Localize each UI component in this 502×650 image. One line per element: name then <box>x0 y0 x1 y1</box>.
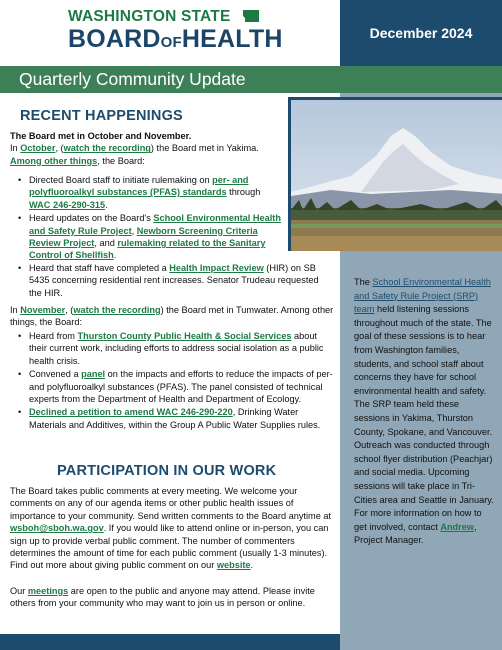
declined-petition-link[interactable]: Declined a petition to amend WAC 246-290-220 <box>29 407 233 418</box>
recent-happenings-heading: RECENT HAPPENINGS <box>20 108 183 124</box>
meetings-intro: The Board met in October and November. <box>10 131 192 141</box>
oct-rest: ) the Board met in Yakima. <box>150 143 259 154</box>
november-actions-list <box>17 330 335 432</box>
nov-in: In <box>10 305 21 315</box>
list-item <box>17 368 335 405</box>
participation-heading: PARTICIPATION IN OUR WORK <box>57 463 277 479</box>
newborn-screening-link[interactable]: Newborn Screening Criteria Review Project <box>29 225 258 249</box>
participation-paragraph-2 <box>10 585 336 610</box>
title-banner <box>0 66 502 93</box>
item-text: . <box>113 250 117 261</box>
logo-board: BOARD <box>68 25 161 53</box>
logo-health: HEALTH <box>181 25 283 53</box>
list-item <box>17 174 281 211</box>
sidebar-text-b: held listening sessions throughout much of the state. The goal of these sessions is to hear from Washington families, students, and school staff about concerns they have for school environmental health and safety. The SRP team held these sessions in Yakima, Thurston County, Spokane, and Vancouver. Outreach was conducted through school flyer distribution (Peachjar) and social media. Upcoming sessions will take place in Tri-Cities area and Seattle in January. For more information on how to get involved, contact <box>354 304 494 532</box>
item-text: about their current work, including efforts to address social isolation as a public health crisis. <box>29 331 324 366</box>
shellfish-rulemaking-link[interactable]: rulemaking related to the Sanitary Control of Shellfish <box>29 238 266 261</box>
logo[interactable] <box>68 8 283 56</box>
list-item <box>17 212 281 262</box>
srp-sidebar-text <box>354 276 494 548</box>
participation-paragraph-1 <box>10 485 336 572</box>
item-text: Heard updates on the Board's <box>29 213 154 224</box>
washington-state-icon <box>242 9 260 23</box>
item-text: , and <box>94 238 118 249</box>
item-text: Heard from <box>29 331 78 341</box>
logo-of: OF <box>160 34 182 51</box>
srp-team-link[interactable]: School Environmental Health and Safety Rule Project (SRP) team <box>354 277 491 315</box>
october-meeting-summary <box>10 130 336 167</box>
sidebar-text-a: The <box>354 277 373 287</box>
mountain-photo <box>288 97 502 251</box>
november-link[interactable]: November <box>20 305 66 315</box>
oct-comma: , ( <box>55 143 64 154</box>
wac-246-290-315-link[interactable]: WAC 246-290-315 <box>29 199 106 210</box>
item-text: on the impacts and efforts to reduce the impacts of per- and polyfluoroalkyl substances (PFAS). The panel consisted of technical experts from the Department of Health and Department of Ecology. <box>29 369 333 405</box>
issue-date: December 2024 <box>340 0 502 66</box>
p1-text-b: . If you would like to attend online or in-person, you can sign up to provide verbal public comment. The number of commenters determines the amount of time for each public comment (usually 1-3 minutes). Find out more about giving public comment on our <box>10 523 329 571</box>
thurston-county-link[interactable]: Thurston County Public Health & Social Services <box>77 331 292 341</box>
list-item <box>17 406 335 431</box>
october-actions-list <box>17 174 281 263</box>
sidebar-text-c: , Project Manager. <box>354 521 477 546</box>
october-link[interactable]: October <box>20 143 56 154</box>
item-text: Directed Board staff to initiate rulemaking on <box>29 175 213 185</box>
p2-text-b: are open to the public and anyone may attend. Please invite others from your community who may want to join us in person or online. <box>10 586 315 609</box>
pfas-standards-link[interactable]: per- and polyfluoroalkyl substances (PFAS) standards <box>29 175 249 198</box>
pfas-panel-link[interactable]: panel <box>81 369 106 380</box>
nov-comma: , ( <box>65 305 74 315</box>
logo-line2 <box>68 25 283 57</box>
mountain-landscape-image <box>291 100 502 251</box>
october-recording-link[interactable]: watch the recording <box>63 143 151 154</box>
p1-text-a: The Board takes public comments at every meeting. We welcome your comments on any of our agenda items or other public health issues of importance to your community. Send written comments to the Board anytime at <box>10 486 332 521</box>
item-text: Heard that staff have completed a <box>29 263 170 273</box>
meetings-link[interactable]: meetings <box>27 586 69 596</box>
among-rest: , the Board: <box>97 155 145 166</box>
logo-line1: WASHINGTON STATE <box>68 8 231 25</box>
item-text: . <box>105 199 108 210</box>
november-meeting-summary <box>10 304 336 329</box>
nov-rest: ) the Board met in Tumwater. Among other things, the Board: <box>10 305 334 328</box>
p2-text-a: Our <box>10 586 28 596</box>
list-item <box>17 330 335 367</box>
email-link[interactable]: wsboh@sboh.wa.gov <box>10 523 104 534</box>
among-other-things-link[interactable]: Among other things <box>10 155 98 166</box>
october-actions-list-cont <box>17 262 333 300</box>
p1-text-c: . <box>250 560 254 571</box>
item-text: , Drinking Water Materials and Additives, within the Group A Public Water Supplies rules. <box>29 407 321 430</box>
oct-in: In <box>10 143 21 154</box>
november-recording-link[interactable]: watch the recording <box>73 305 161 315</box>
newsletter-title: Quarterly Community Update <box>19 69 246 89</box>
andrew-contact-link[interactable]: Andrew <box>440 521 475 532</box>
header <box>0 0 502 66</box>
website-link[interactable]: website <box>216 560 251 571</box>
footer-bar <box>0 634 340 650</box>
list-item <box>17 262 333 299</box>
item-text: (HIR) on SB 5435 concerning residential rent increases. Senator Trudeau requested the HIR. <box>29 263 319 298</box>
item-text: through <box>226 187 261 198</box>
item-text: Convened a <box>29 369 82 380</box>
school-eh-rule-link[interactable]: School Environmental Health and Safety Rule Project <box>29 213 281 236</box>
health-impact-review-link[interactable]: Health Impact Review <box>169 263 264 273</box>
item-text: , <box>131 225 137 236</box>
